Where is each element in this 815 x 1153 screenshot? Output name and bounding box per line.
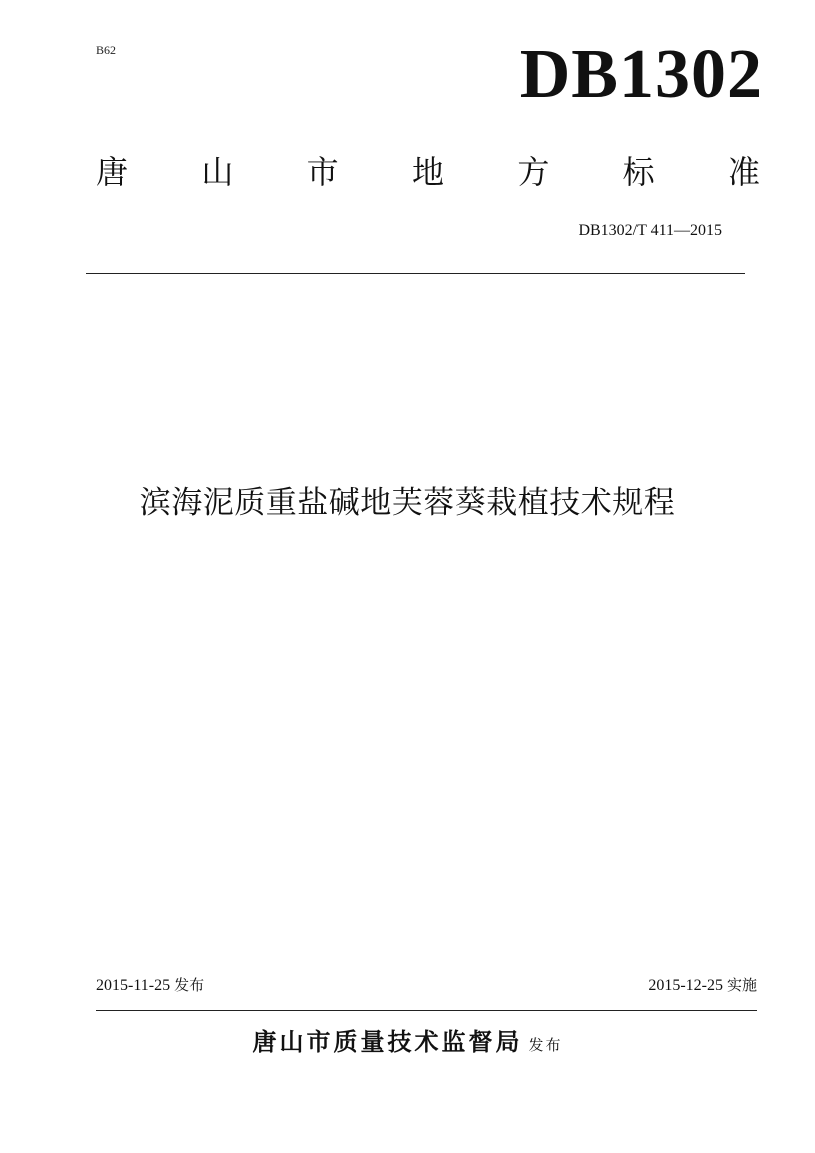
classification-code: B62: [96, 43, 117, 57]
publisher-line: [0, 1022, 815, 1057]
publisher-name: 唐山市质量技术监督局: [252, 1028, 523, 1056]
document-title: 滨海泥质重盐碱地芙蓉葵栽植技术规程: [139, 485, 676, 521]
standard-type-char: 唐: [96, 153, 129, 191]
standard-type-char: 市: [306, 153, 339, 191]
standard-type-char: 方: [517, 153, 550, 191]
header-divider: [86, 273, 745, 274]
standard-type-char: 地: [411, 153, 444, 191]
implement-label: 实施: [726, 976, 757, 994]
standard-type-heading: [96, 150, 760, 194]
standard-logo: DB1302: [519, 36, 763, 113]
standard-type-char: 准: [727, 153, 760, 191]
standard-number: DB1302/T 411—2015: [578, 222, 722, 239]
implement-date-line: [648, 974, 757, 995]
publisher-action: 发布: [528, 1036, 563, 1054]
standard-type-char: 山: [201, 153, 234, 191]
implement-date: 2015-12-25: [648, 977, 723, 994]
standard-type-char: 标: [622, 153, 655, 191]
issue-date-line: [96, 974, 204, 995]
footer-divider: [96, 1010, 757, 1011]
issue-date: 2015-11-25: [96, 977, 171, 994]
issue-label: 发布: [174, 976, 205, 994]
